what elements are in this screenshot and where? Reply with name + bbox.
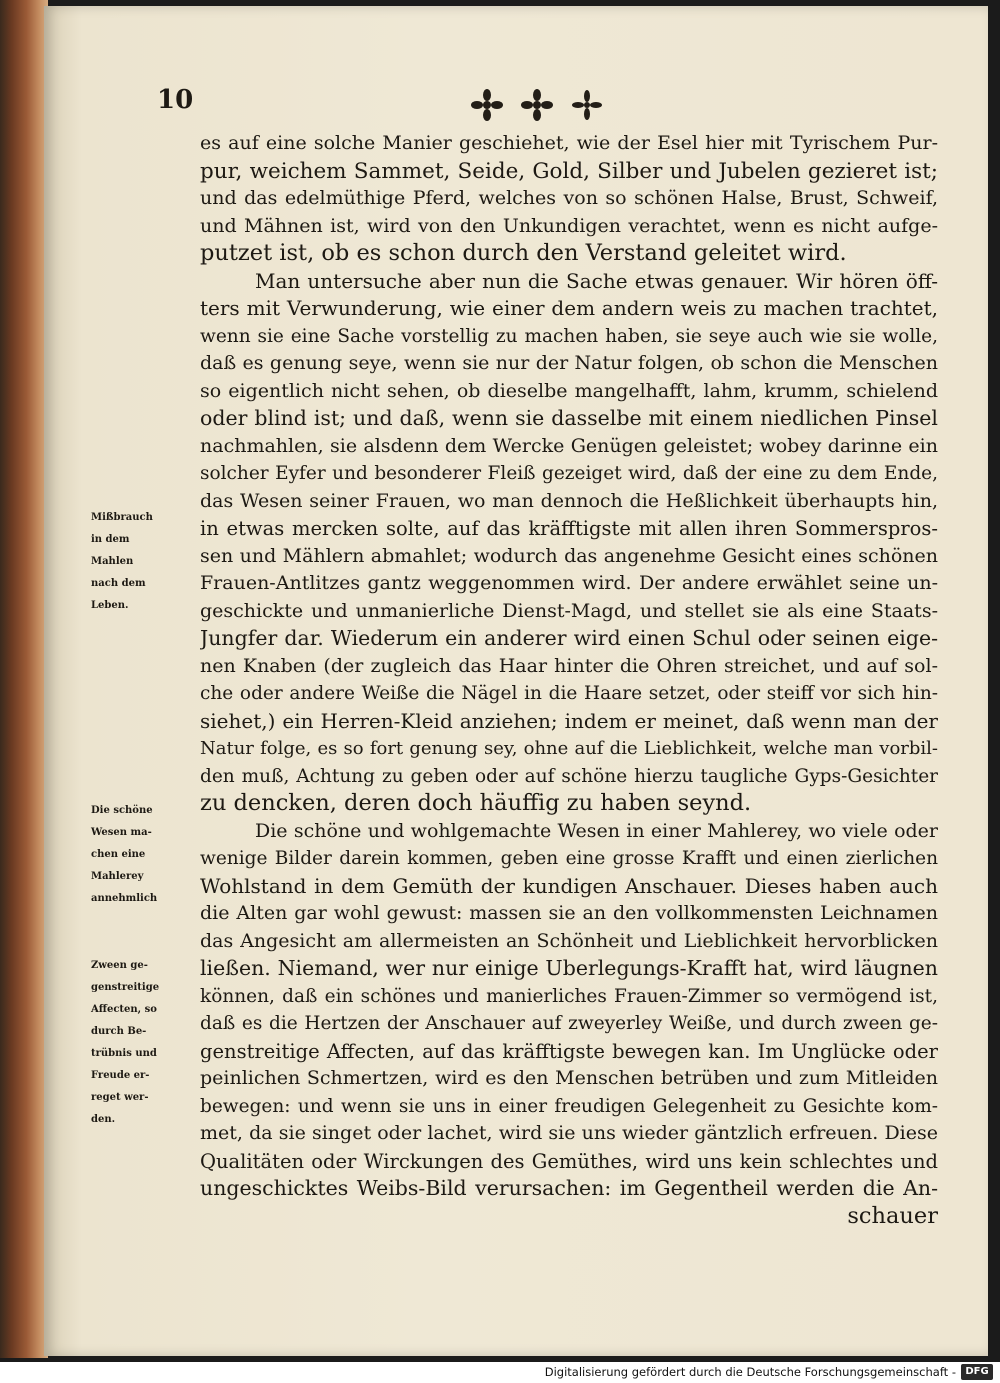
text-line: Wohlstand in dem Gemüth der kundigen Anschauer. Dieses haben auch <box>200 873 938 898</box>
margin-note-line: trübnis und <box>91 1048 157 1059</box>
text-line: geschickte und unmanierliche Dienst-Magd, und stellet sie als eine Staats- <box>200 599 938 622</box>
page-number: 10 <box>157 85 194 115</box>
header-ornament <box>470 84 660 126</box>
text-line: ließen. Niemand, wer nur einige Uberlegungs-Krafft hat, wird läugnen <box>200 956 938 980</box>
text-line: wenn sie eine Sache vorstellig zu machen haben, sie seye auch wie sie wolle, <box>200 325 938 347</box>
body-text <box>200 130 938 1230</box>
margin-note-line: Die schöne <box>91 805 153 816</box>
margin-note-line: Mahlen <box>91 556 134 567</box>
text-line: sen und Mählern abmahlet; wodurch das angenehme Gesicht eines schönen <box>200 544 938 567</box>
margin-note-line: Freude er- <box>91 1070 150 1081</box>
text-line: Natur folge, es so fort genung sey, ohne auf die Lieblichkeit, welche man vorbil- <box>200 738 938 759</box>
funding-credit: Digitalisierung gefördert durch die Deutsche Forschungsgemeinschaft - <box>544 1365 956 1379</box>
margin-note-line: Affecten, so <box>91 1004 157 1015</box>
text-line: Jungfer dar. Wiederum ein anderer wird einen Schul oder seinen eige- <box>200 626 938 650</box>
margin-note-line: Leben. <box>91 600 129 611</box>
text-line: siehet,) ein Herren-Kleid anziehen; indem er meinet, daß wenn man der <box>200 708 938 733</box>
text-line: zu dencken, deren doch häuffig zu haben seynd. <box>200 790 752 816</box>
text-line: nachmahlen, sie alsdenn dem Wercke Genügen geleistet; wobey darinne ein <box>200 434 938 457</box>
margin-note-line: chen eine <box>91 849 146 860</box>
text-line: Man untersuche aber nun die Sache etwas genauer. Wir hören öff- <box>255 268 938 293</box>
text-line: ungeschicktes Weibs-Bild verursachen: im Gegentheil werden die An- <box>200 1176 938 1200</box>
text-line: ters mit Verwunderung, wie einer dem andern weis zu machen trachtet, <box>200 296 938 320</box>
text-line: die Alten gar wohl gewust: massen sie an den vollkommensten Leichnamen <box>200 902 938 924</box>
margin-note-line: genstreitige <box>91 982 160 993</box>
margin-note-line: annehmlich <box>91 893 158 904</box>
text-line: und das edelmüthige Pferd, welches von so schönen Halse, Brust, Schweif, <box>200 187 938 209</box>
text-line: oder blind ist; und daß, wenn sie dasselbe mit einem niedlichen Pinsel <box>200 406 938 430</box>
text-line: Frauen-Antlitzes gantz weggenommen wird. Der andere erwählet seine un- <box>200 572 938 594</box>
margin-note-line: Mißbrauch <box>91 512 153 523</box>
margin-note <box>91 507 199 617</box>
dfg-logo[interactable]: DFG <box>961 1364 993 1380</box>
margin-note-line: reget wer- <box>91 1092 149 1103</box>
margin-note-line: Zween ge- <box>91 960 148 971</box>
fleuron-icon <box>520 88 554 122</box>
book-edge <box>0 0 48 1358</box>
text-line: daß es genung seye, wenn sie nur der Natur folgen, ob schon die Menschen <box>200 352 938 374</box>
margin-note-line: Mahlerey <box>91 871 144 882</box>
text-line: in etwas mercken solte, auf das kräfftigste mit allen ihren Sommerspros- <box>200 517 938 540</box>
margin-note-line: den. <box>91 1114 116 1125</box>
text-line: putzet ist, ob es schon durch den Verstand geleitet wird. <box>200 240 847 266</box>
text-line: solcher Eyfer und besonderer Fleiß gezeiget wird, daß der eine zu dem Ende, <box>200 463 938 484</box>
catchword: schauer <box>847 1202 938 1229</box>
text-line: met, da sie singet oder lachet, wird sie uns wieder gäntzlich erfreuen. Diese <box>200 1122 938 1144</box>
text-line: nen Knaben (der zugleich das Haar hinter die Ohren streichet, und auf sol- <box>200 654 938 677</box>
margin-note-line: in dem <box>91 534 130 545</box>
text-line: das Angesicht am allermeisten an Schönheit und Lieblichkeit hervorblicken <box>200 929 938 952</box>
fleuron-icon <box>570 88 604 122</box>
text-line: genstreitige Affecten, auf das kräfftigste bewegen kan. Im Unglücke oder <box>200 1039 938 1063</box>
margin-note <box>91 800 199 910</box>
margin-note-line: durch Be- <box>91 1026 147 1037</box>
text-line: so eigentlich nicht sehen, ob dieselbe mangelhafft, lahm, krumm, schielend <box>200 379 938 402</box>
text-line: Die schöne und wohlgemachte Wesen in einer Mahlerey, wo viele oder <box>255 819 938 842</box>
text-line: es auf eine solche Manier geschiehet, wie der Esel hier mit Tyrischem Pur- <box>200 132 938 154</box>
text-line: daß es die Hertzen der Anschauer auf zweyerley Weiße, und durch zween ge- <box>200 1013 938 1034</box>
text-line: wenige Bilder darein kommen, geben eine grosse Krafft und einen zierlichen <box>200 848 938 869</box>
text-line: und Mähnen ist, wird von den Unkundigen verachtet, wenn es nicht aufge- <box>200 214 938 237</box>
text-line: den muß, Achtung zu geben oder auf schöne hierzu taugliche Gyps-Gesichter <box>200 765 938 787</box>
fleuron-icon <box>470 88 504 122</box>
text-line: pur, weichem Sammet, Seide, Gold, Silber und Jubelen gezieret ist; <box>200 158 938 184</box>
text-line: Qualitäten oder Wirckungen des Gemüthes, wird uns kein schlechtes und <box>200 1149 938 1173</box>
text-line: das Wesen seiner Frauen, wo man dennoch die Heßlichkeit überhaupts hin, <box>200 489 938 512</box>
footer-bar <box>0 1362 1000 1383</box>
text-line: peinlichen Schmertzen, wird es den Menschen betrüben und zum Mitleiden <box>200 1067 938 1089</box>
margin-note-line: Wesen ma- <box>91 827 152 838</box>
text-line: können, daß ein schönes und manierliches Frauen-Zimmer so vermögend ist, <box>200 985 938 1007</box>
text-line: che oder andere Weiße die Nägel in die Haare setzet, oder steiff vor sich hin- <box>200 683 938 704</box>
text-line: bewegen: und wenn sie uns in einer freudigen Gelegenheit zu Gesichte kom- <box>200 1095 938 1117</box>
margin-note-line: nach dem <box>91 578 146 589</box>
margin-note <box>91 955 199 1131</box>
